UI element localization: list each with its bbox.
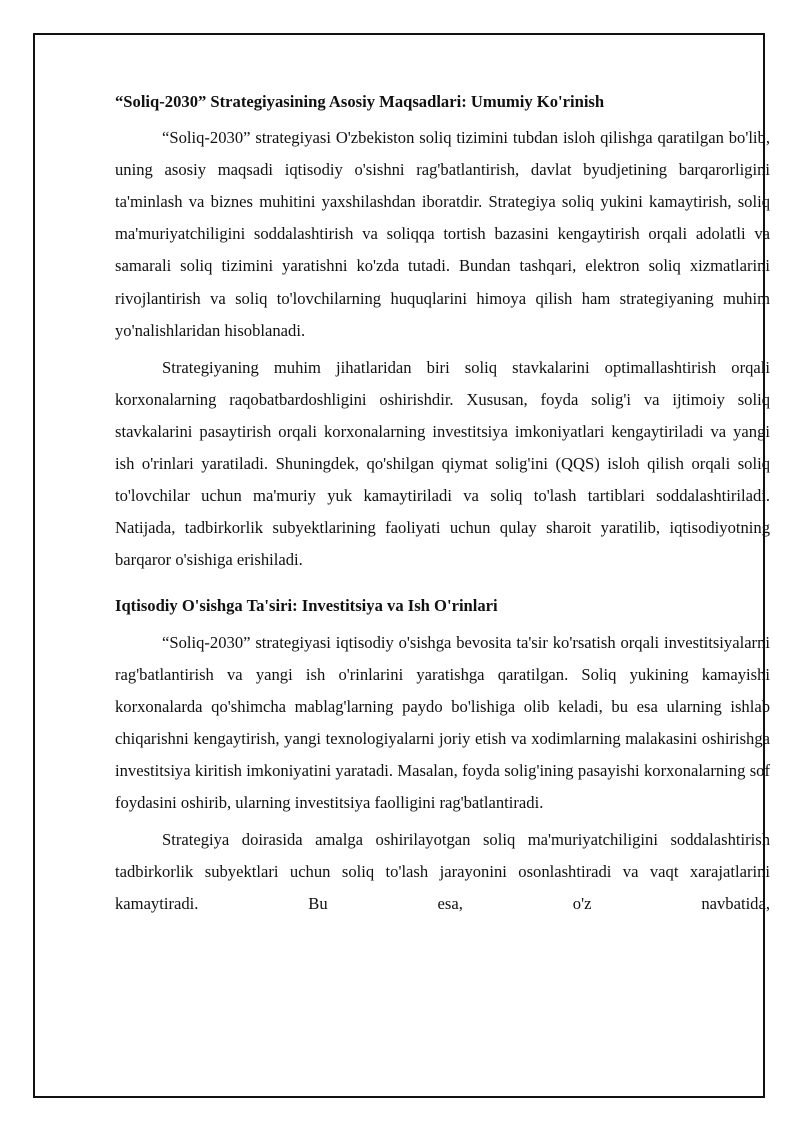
section-heading-goals: “Soliq-2030” Strategiyasining Asosiy Maqsadlari: Umumiy Ko'rinish bbox=[115, 92, 605, 111]
paragraph: “Soliq-2030” strategiyasi iqtisodiy o'sishga bevosita ta'sir ko'rsatish orqali investitsiyalarni rag'batlantirish va yangi ish o'rinlarini yaratishga qaratilgan. Soliq yukining kamayishi korxonalarda qo'shimcha mablag'larning paydo bo'lishiga olib keladi, bu esa ularning ishlab chiqarishni kengaytirish, yangi texnologiyalarni joriy etish va xodimlarning malakasini oshirishga investitsiya kiritish imkoniyatini yaratadi. Masalan, foyda solig'ining pasayishi korxonalarning sof foydasini oshirib, ularning investitsiya faolligini rag'batlantiradi. bbox=[115, 632, 770, 812]
document-body bbox=[115, 86, 770, 920]
paragraph: Strategiyaning muhim jihatlaridan biri soliq stavkalarini optimallashtirish orqali korxonalarning raqobatbardoshligini oshirishdir. Xususan, foyda solig'i va ijtimoiy soliq stavkalarini pasaytirish orqali korxonalarning investitsiya imkoniyatlari kengaytiriladi va yangi ish o'rinlari yaratiladi. Shuningdek, qo'shilgan qiymat solig'ini (QQS) isloh qilish orqali soliq to'lovchilar uchun ma'muriy yuk kamaytiriladi va soliq to'lash tartiblari soddalashtiriladi. Natijada, tadbirkorlik subyektlarining faoliyati uchun qulay sharoit yaratilib, iqtisodiyotning barqaror o'sishiga erishiladi. bbox=[115, 357, 770, 570]
paragraph: “Soliq-2030” strategiyasi O'zbekiston soliq tizimini tubdan isloh qilishga qaratilgan bo'lib, uning asosiy maqsadi iqtisodiy o'sishni rag'batlantirish, davlat byudjetining barqarorligini ta'minlash va biznes muhitini yaxshilashdan iboratdir. Strategiya soliq yukini kamaytirish, soliq ma'muriyatchiligini soddalashtirish va soliqqa tortish bazasini kengaytirish orqali adolatli va samarali soliq tizimini yaratishni ko'zda tutadi. Bundan tashqari, elektron soliq xizmatlarini rivojlantirish va soliq to'lovchilarning huquqlarini himoya qilish ham strategiyaning muhim yo'nalishlaridan hisoblanadi. bbox=[115, 128, 770, 340]
paragraph: Strategiya doirasida amalga oshirilayotgan soliq ma'muriyatchiligini soddalashtirish tadbirkorlik subyektlari uchun soliq to'lash jarayonini osonlashtiradi va vaqt xarajatlarini kamaytiradi. Bu esa, o'z navbatida, bbox=[115, 830, 770, 914]
section-heading-economic-growth: Iqtisodiy O'sishga Ta'siri: Investitsiya va Ish O'rinlari bbox=[115, 596, 498, 616]
